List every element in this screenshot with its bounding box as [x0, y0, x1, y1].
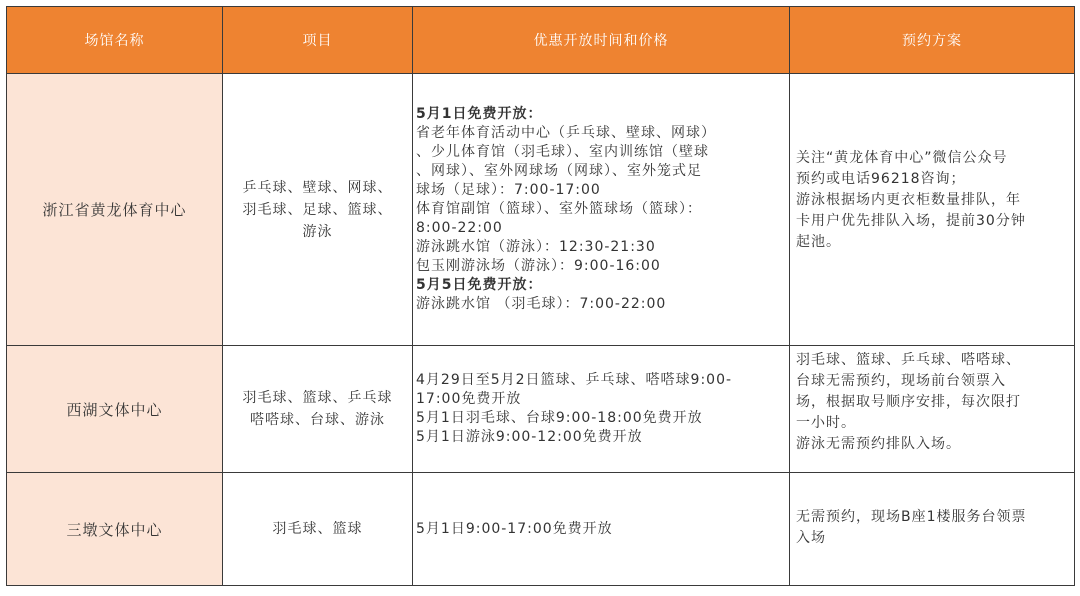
hours-line: 5月1日免费开放： [416, 106, 543, 122]
booking-cell [790, 346, 1075, 473]
booking-line: 起池。 [796, 234, 841, 250]
items-line: 羽毛球、篮球、乒乓球 [242, 390, 393, 406]
hours-line: 5月1日游泳9:00-12:00免费开放 [416, 429, 643, 445]
venue-name-cell: 三墩文体中心 [7, 473, 223, 586]
booking-line: 无需预约，现场B座1楼服务台领票 [796, 509, 1027, 525]
hours-line: 球场（足球）：7:00-17:00 [416, 182, 601, 198]
table-row [7, 473, 1075, 586]
hours-line: 5月1日9:00-17:00免费开放 [416, 520, 613, 537]
booking-line: 游泳根据场内更衣柜数量排队，年 [796, 192, 1021, 208]
booking-cell [790, 74, 1075, 346]
booking-line: 游泳无需预约排队入场。 [796, 436, 961, 452]
items-cell [223, 74, 413, 346]
hours-line: 4月29日至5月2日篮球、乒乓球、嗒嗒球9:00- [416, 372, 733, 388]
items-cell [223, 473, 413, 586]
items-line: 羽毛球、足球、篮球、 [242, 201, 393, 218]
table-row [7, 74, 1075, 346]
hours-line: 17:00免费开放 [416, 391, 522, 407]
hours-line: 游泳跳水馆 （羽毛球）：7:00-22:00 [416, 296, 667, 312]
hours-line: 、少儿体育馆（羽毛球）、室内训练馆（壁球 [416, 144, 709, 160]
booking-line: 卡用户优先排队入场，提前30分钟 [796, 213, 1026, 229]
venue-name-cell: 浙江省黄龙体育中心 [7, 74, 223, 346]
booking-line: 台球无需预约，现场前台领票入 [796, 373, 1006, 389]
booking-line: 羽毛球、篮球、乒乓球、嗒嗒球、 [796, 352, 1021, 368]
hours-line: 包玉刚游泳场（游泳）：9:00-16:00 [416, 258, 661, 274]
hours-line: 体育馆副馆（篮球）、室外篮球场（篮球）： [416, 201, 702, 217]
header-venue-name: 场馆名称 [7, 7, 223, 74]
hours-cell [413, 346, 790, 473]
header-items: 项目 [223, 7, 413, 74]
hours-line: 5月1日羽毛球、台球9:00-18:00免费开放 [416, 410, 703, 426]
header-row [7, 7, 1075, 74]
booking-line: 关注“黄龙体育中心”微信公众号 [796, 150, 1008, 166]
table-row [7, 346, 1075, 473]
hours-line: 8:00-22:00 [416, 220, 503, 236]
items-line: 嗒嗒球、台球、游泳 [250, 412, 385, 428]
hours-cell [413, 473, 790, 586]
items-line: 游泳 [302, 223, 333, 240]
items-cell [223, 346, 413, 473]
hours-cell [413, 74, 790, 346]
booking-line: 一小时。 [796, 415, 856, 431]
hours-line: 、网球）、室外网球场（网球）、室外笼式足 [416, 163, 702, 179]
hours-line: 省老年体育活动中心（乒乓球、壁球、网球） [416, 125, 716, 141]
items-line: 羽毛球、篮球 [272, 521, 363, 537]
booking-line: 入场 [796, 530, 826, 546]
venue-schedule-table [6, 6, 1075, 586]
hours-line: 5月5日免费开放： [416, 277, 543, 293]
venue-name-cell: 西湖文体中心 [7, 346, 223, 473]
header-hours-and-price: 优惠开放时间和价格 [413, 7, 790, 74]
header-booking-plan: 预约方案 [790, 7, 1075, 74]
items-line: 乒乓球、壁球、网球、 [242, 179, 393, 196]
hours-line: 游泳跳水馆（游泳）：12:30-21:30 [416, 239, 656, 255]
booking-line: 场，根据取号顺序安排，每次限打 [796, 394, 1021, 410]
booking-cell [790, 473, 1075, 586]
booking-line: 预约或电话96218咨询； [796, 171, 966, 187]
